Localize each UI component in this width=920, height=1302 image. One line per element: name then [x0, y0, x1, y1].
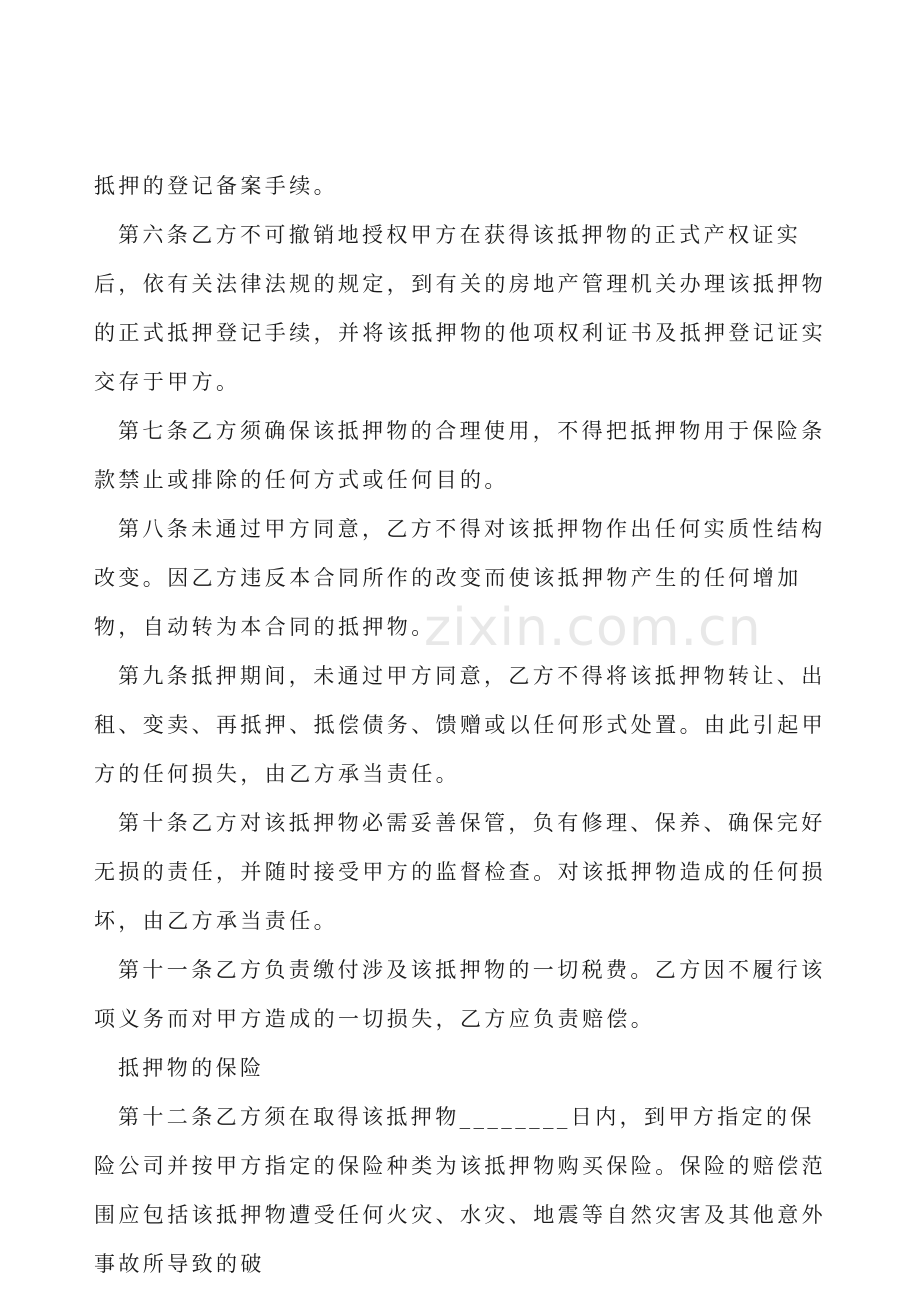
section-heading-insurance: 抵押物的保险: [118, 1056, 265, 1080]
paragraph-article-10: 第十条乙方对该抵押物必需妥善保管，负有修理、保养、确保完好无损的责任，并随时接受甲方的监督检查。对该抵押物造成的任何损坏，由乙方承当责任。: [94, 811, 826, 933]
paragraph-article-6: 第六条乙方不可撤销地授权甲方在获得该抵押物的正式产权证实后，依有关法律法规的规定，到有关的房地产管理机关办理该抵押物的正式抵押登记手续，并将该抵押物的他项权利证书及抵押登记证实交存于甲方。: [94, 223, 826, 394]
paragraph-article-9: 第九条抵押期间，未通过甲方同意，乙方不得将该抵押物转让、出租、变卖、再抵押、抵偿债务、馈赠或以任何形式处置。由此引起甲方的任何损失，由乙方承当责任。: [94, 664, 826, 786]
paragraph-1: 抵押的登记备案手续。: [94, 174, 338, 198]
watermark: zixin.com.cn: [424, 598, 762, 658]
paragraph-article-7: 第七条乙方须确保该抵押物的合理使用，不得把抵押物用于保险条款禁止或排除的任何方式或任何目的。: [94, 419, 826, 492]
paragraph-article-8: 第八条未通过甲方同意，乙方不得对该抵押物作出任何实质性结构改变。因乙方违反本合同所作的改变而使该抵押物产生的任何增加物，自动转为本合同的抵押物。: [94, 517, 826, 639]
paragraph-article-12: 第十二条乙方须在取得该抵押物________日内，到甲方指定的保险公司并按甲方指定的保险种类为该抵押物购买保险。保险的赔偿范围应包括该抵押物遭受任何火灾、水灾、地震等自然灾害及其他意外事故所导致的破: [94, 1105, 826, 1276]
paragraph-article-11: 第十一条乙方负责缴付涉及该抵押物的一切税费。乙方因不履行该项义务而对甲方造成的一切损失，乙方应负责赔偿。: [94, 958, 826, 1031]
document-body: [94, 162, 838, 1289]
